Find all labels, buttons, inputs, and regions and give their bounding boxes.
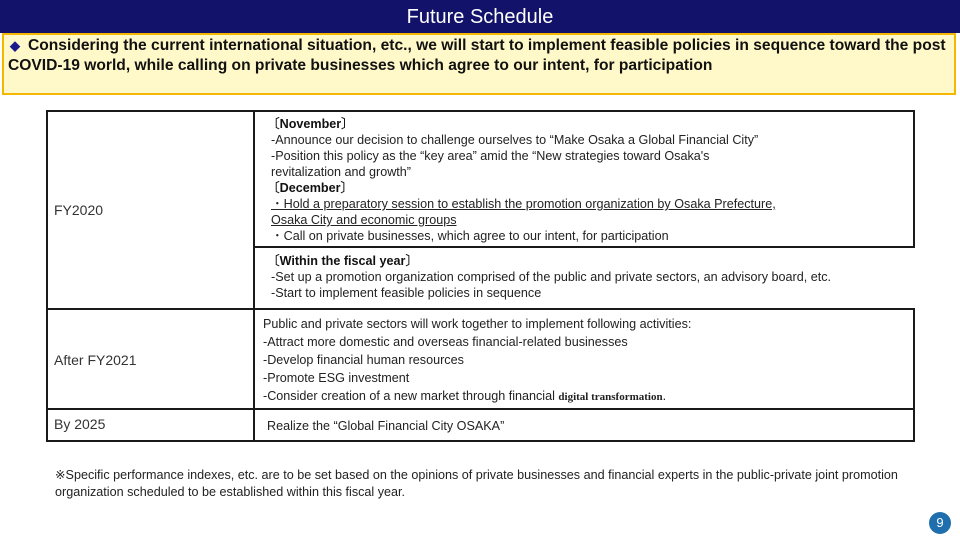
page-title-bar <box>0 0 960 33</box>
row-label-after2021 <box>47 309 254 409</box>
schedule-row-by2025 <box>47 409 914 441</box>
row-label-by2025 <box>47 409 254 441</box>
after2021-item-last <box>263 387 907 406</box>
intro-text: Considering the current international situation, etc., we will start to implement feasible policies in sequence toward the post COVID-19 world, while calling on private businesses which agree to our intent, for participation <box>8 37 946 74</box>
page-number-badge: 9 <box>929 512 951 534</box>
fy2020-label: FY2020 <box>54 202 104 218</box>
november-item: revitalization and growth” <box>271 165 412 179</box>
fiscal-item: -Set up a promotion organization comprised of the public and private sectors, an advisory board, etc. <box>271 270 832 284</box>
november-item: -Position this policy as the “key area” amid the “New strategies toward Osaka's <box>271 149 710 163</box>
december-item: ・Hold a preparatory session to establish the promotion organization by Osaka Prefecture, <box>271 197 776 211</box>
after2021-label: After FY2021 <box>54 352 137 368</box>
november-item: -Announce our decision to challenge ourselves to “Make Osaka a Global Financial City” <box>271 133 759 147</box>
november-heading: 〔November〕 <box>267 117 354 131</box>
fiscal-year-cell <box>254 247 914 309</box>
after2021-item: -Attract more domestic and overseas financial-related businesses <box>263 335 628 349</box>
after2021-item-dt: digital transformation <box>558 391 663 403</box>
december-item: ・Call on private businesses, which agree to our intent, for participation <box>271 229 669 243</box>
after2021-intro: Public and private sectors will work together to implement following activities: <box>263 317 692 331</box>
row-label-fy2020 <box>47 111 254 309</box>
fy2020-cell <box>254 111 914 247</box>
fiscal-item: -Start to implement feasible policies in sequence <box>271 286 542 300</box>
after2021-item: -Promote ESG investment <box>263 371 410 385</box>
by2025-cell <box>254 409 914 441</box>
footnote: ※Specific performance indexes, etc. are to be set based on the opinions of private businesses and financial experts in the public-private joint promotion organization scheduled to be established within this fiscal year. <box>55 468 898 499</box>
diamond-bullet-icon: ◆ <box>10 38 20 53</box>
after2021-cell <box>254 309 914 409</box>
fiscal-heading: 〔Within the fiscal year〕 <box>267 254 419 268</box>
december-heading: 〔December〕 <box>267 181 354 195</box>
schedule-row-after2021 <box>47 309 914 409</box>
page-title: Future Schedule <box>406 6 554 28</box>
december-item: Osaka City and economic groups <box>271 213 457 227</box>
by2025-label: By 2025 <box>54 416 106 432</box>
intro-callout <box>2 33 956 95</box>
after2021-item-prefix: -Consider creation of a new market through financial <box>263 389 559 403</box>
after2021-item: -Develop financial human resources <box>263 353 464 367</box>
schedule-row-fy2020 <box>47 111 914 247</box>
schedule-table <box>46 110 915 442</box>
after2021-item-suffix: . <box>662 389 667 403</box>
by2025-text: Realize the “Global Financial City OSAKA” <box>267 419 505 433</box>
